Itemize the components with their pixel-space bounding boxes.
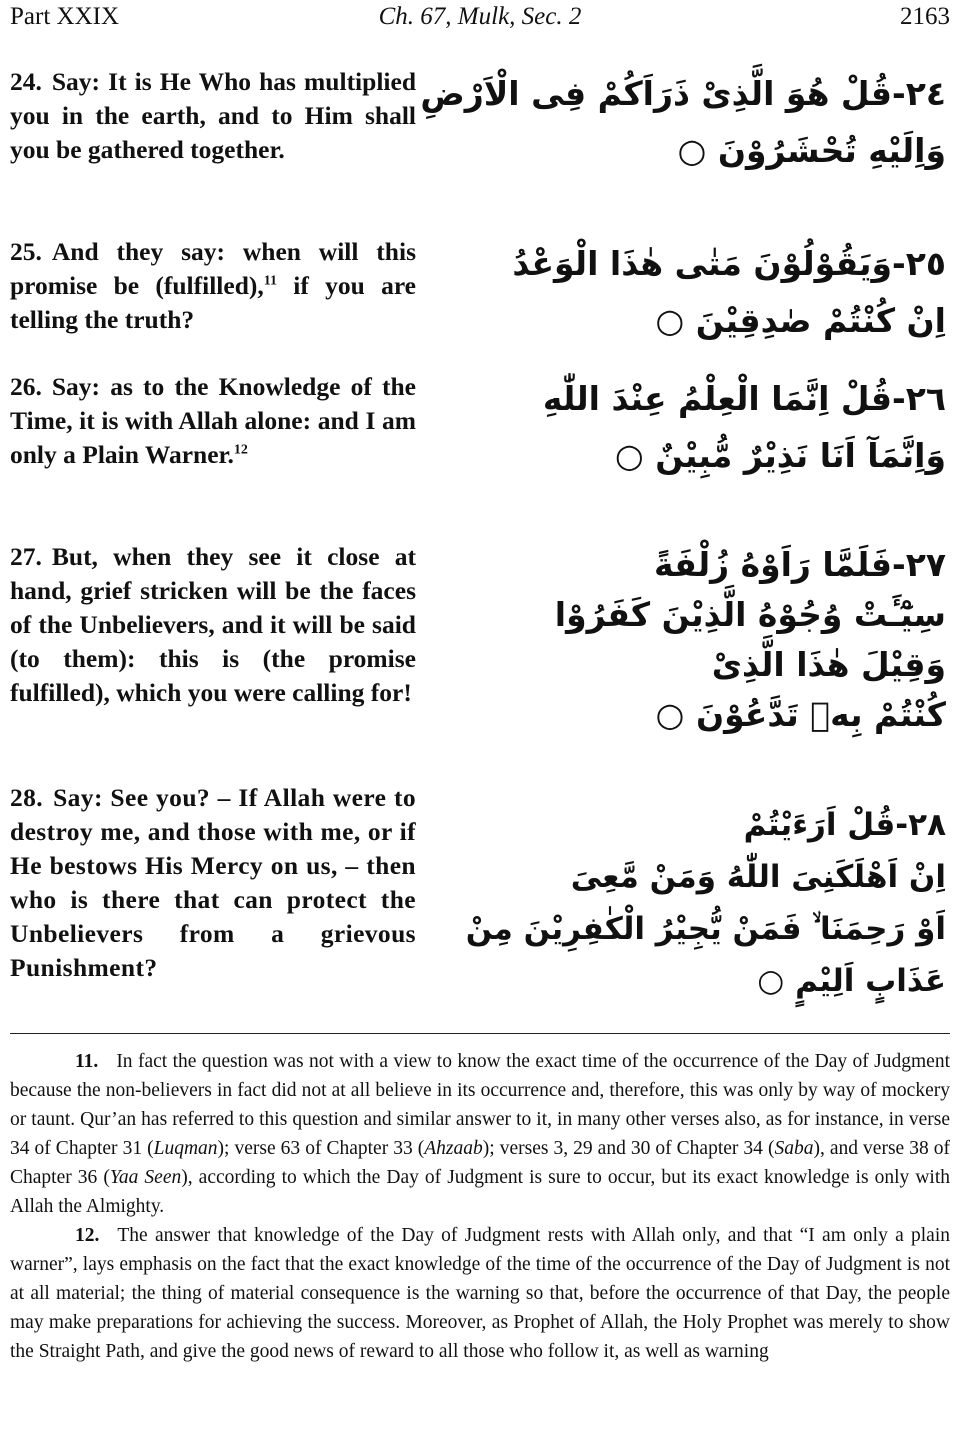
arabic-line: ٢٨-قُلْ اَرَءَيْتُمْ xyxy=(743,807,946,843)
footnote-ref[interactable]: 12 xyxy=(233,442,248,458)
verse-text: Say: It is He Who has multiplied you in the earth, and to Him shall you be gathered together. xyxy=(10,67,416,164)
verse-number: 27. xyxy=(10,542,42,571)
verse-english xyxy=(10,781,416,985)
arabic-line: اِنْ اَهْلَكَنِىَ اللّٰهُ وَمَنْ مَّعِىَ xyxy=(570,859,946,895)
footnote-12: 12. The answer that knowledge of the Day of Judgment rests with Allah only, and that “I am only a plain warner”, lays emphasis on the fact that the exact knowledge of the time of the occurrence of the Day of Judgment is not at all material; the thing of material consequence is the warning so that, before the occurrence of that Day, the people may make preparations for achieving the success. Moreover, as Prophet of Allah, the Holy Prophet was merely to show the Straight Path, and give the good news of reward to all those who follow it, as well as warning xyxy=(10,1225,950,1362)
verse-arabic xyxy=(542,370,946,484)
arabic-verse-number: ٢٥- xyxy=(892,244,946,283)
footnotes xyxy=(10,1047,950,1366)
arabic-line: ٢٥-وَيَقُوْلُوْنَ مَتٰى هٰذَا الْوَعْدُ xyxy=(512,244,946,283)
verse-text: if you are telling the truth? xyxy=(10,271,416,334)
verse-number: 25. xyxy=(10,237,42,266)
footnote-divider xyxy=(10,1033,950,1034)
footnote-number: 12. xyxy=(75,1225,100,1246)
verse-english xyxy=(10,370,416,472)
arabic-line: وَاِلَيْهِ تُحْشَرُوْنَ ○ xyxy=(677,131,946,170)
arabic-verse-number: ٢٧- xyxy=(892,545,946,584)
verse-arabic xyxy=(420,65,946,179)
verse-arabic xyxy=(512,235,946,349)
arabic-line: عَذَابٍ اَلِيْمٍ ○ xyxy=(757,963,946,999)
verse-english xyxy=(10,65,416,167)
verse-english xyxy=(10,540,416,710)
verse-text: Say: as to the Knowledge of the Time, it is with Allah alone: and I am only a Plain Warner. xyxy=(10,372,416,469)
verse-number: 26. xyxy=(10,372,42,401)
verse-number: 28. xyxy=(10,783,44,812)
verse-text: Say: See you? – If Allah were to destroy me, and those with me, or if He bestows His Mercy on us, – then who is there that can protect the Unbelievers from a grievous Punishment? xyxy=(10,783,416,982)
arabic-line: كُنْتُمْ بِهٖ تَدَّعُوْنَ ○ xyxy=(655,695,946,734)
arabic-line: ٢٧-فَلَمَّا رَاَوْهُ زُلْفَةً xyxy=(653,545,946,584)
page-header xyxy=(10,2,950,36)
arabic-line: اِنْ كُنْتُمْ صٰدِقِيْنَ ○ xyxy=(655,301,946,340)
arabic-line: وَقِيْلَ هٰذَا الَّذِىْ xyxy=(711,645,946,684)
arabic-line: سِيْٓـَٔتْ وُجُوْهُ الَّذِيْنَ كَفَرُوْا xyxy=(554,595,946,634)
verse-number: 24. xyxy=(10,67,42,96)
arabic-verse-number: ٢٦- xyxy=(892,379,946,418)
verse-english xyxy=(10,235,416,337)
arabic-line: ٢٤-قُلْ هُوَ الَّذِىْ ذَرَاَكُمْ فِى الْاَرْضِ xyxy=(420,74,946,113)
verse-arabic xyxy=(556,540,946,740)
verse-text: But, when they see it close at hand, grief stricken will be the faces of the Unbelievers, and it will be said (to them): this is (the promise fulfilled), which you were calling for! xyxy=(10,542,416,707)
verse-text: And they say: when will this promise be (fulfilled), xyxy=(10,237,416,300)
footnote-11: 11. In fact the question was not with a view to know the exact time of the occurrence of the Day of Judgment because the non-believers in fact did not at all believe in its occurrence and, therefore, this was only by way of mockery or taunt. Qur’an has referred to this question and similar answer to it, in many other verses also, as for instance, in verse 34 of Chapter 31 (Luqman); verse 63 of Chapter 33 (Ahzaab); verses 3, 29 and 30 of Chapter 34 (Saba), and verse 38 of Chapter 36 (Yaa Seen), according to which the Day of Judgment is sure to occur, but its exact knowledge is only with Allah the Almighty. xyxy=(10,1051,950,1217)
arabic-line: وَاِنَّمَآ اَنَا نَذِيْرٌ مُّبِيْنٌ ○ xyxy=(614,436,946,475)
footnote-ref[interactable]: 11 xyxy=(263,273,277,289)
arabic-verse-number: ٢٨- xyxy=(895,807,946,843)
page-number: 2163 xyxy=(900,3,950,30)
part-label: Part XXIX xyxy=(10,3,120,30)
footnote-number: 11. xyxy=(75,1051,99,1072)
arabic-verse-number: ٢٤- xyxy=(892,74,946,113)
verse-arabic xyxy=(465,799,946,1007)
arabic-line: اَوْ رَحِمَنَا ۙ فَمَنْ يُّجِيْرُ الْكٰفِرِيْنَ مِنْ xyxy=(465,911,946,947)
chapter-title: Ch. 67, Mulk, Sec. 2 xyxy=(378,3,582,30)
arabic-line: ٢٦-قُلْ اِنَّمَا الْعِلْمُ عِنْدَ اللّٰهِ xyxy=(542,379,946,418)
